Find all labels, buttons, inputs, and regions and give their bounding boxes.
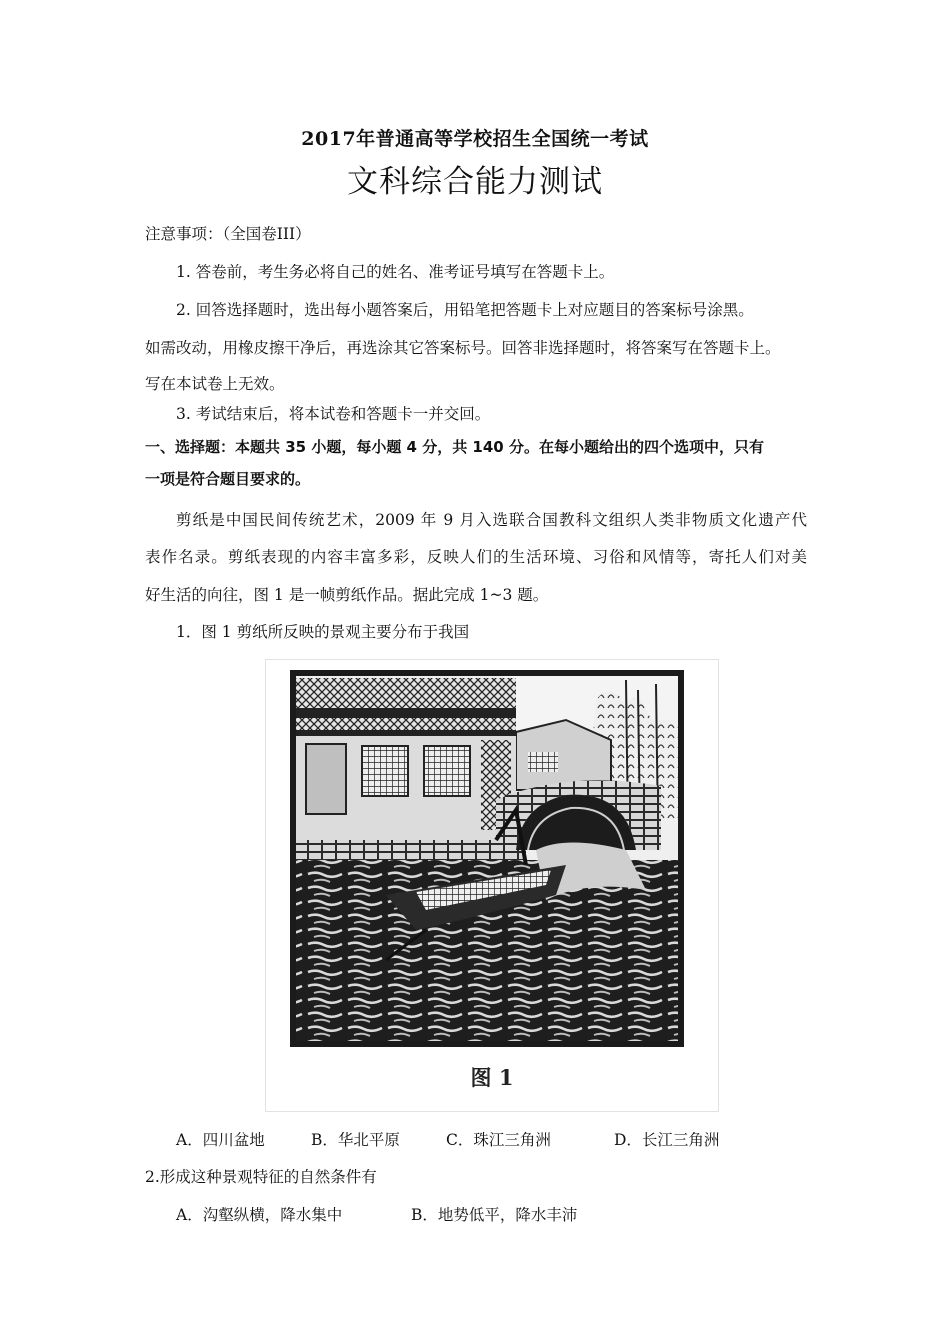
question-1-stem: 1．图 1 剪纸所反映的景观主要分布于我国 bbox=[176, 623, 470, 641]
section-heading-line-2: 一项是符合题目要求的。 bbox=[145, 470, 311, 488]
q2-option-b: B．地势低平，降水丰沛 bbox=[411, 1206, 578, 1224]
notice-item-1: 1. 答卷前，考生务必将自己的姓名、准考证号填写在答题卡上。 bbox=[176, 263, 615, 281]
notice-item-2-line-2: 如需改动，用橡皮擦干净后，再选涂其它答案标号。回答非选择题时，将答案写在答题卡上。 bbox=[145, 339, 781, 357]
intro-line-2: 表作名录。剪纸表现的内容丰富多彩，反映人们的生活环境、习俗和风情等，寄托人们对美 bbox=[145, 548, 807, 566]
notice-heading: 注意事项：（全国卷III） bbox=[145, 225, 311, 243]
q2-option-a: A．沟壑纵横，降水集中 bbox=[176, 1206, 343, 1224]
q1-option-d: D．长江三角洲 bbox=[614, 1131, 720, 1149]
notice-item-2-line-1: 2. 回答选择题时，选出每小题答案后，用铅笔把答题卡上对应题目的答案标号涂黑。 bbox=[176, 301, 754, 319]
q1-option-a: A．四川盆地 bbox=[176, 1131, 265, 1149]
notice-item-3: 3. 考试结束后，将本试卷和答题卡一并交回。 bbox=[176, 405, 491, 423]
papercut-image bbox=[266, 660, 718, 1060]
notice-item-2-line-3: 写在本试卷上无效。 bbox=[145, 375, 285, 393]
q1-option-c: C．珠江三角洲 bbox=[446, 1131, 551, 1149]
papercut-figure bbox=[265, 659, 719, 1112]
intro-line-3: 好生活的向往，图 1 是一帧剪纸作品。据此完成 1~3 题。 bbox=[145, 586, 549, 604]
intro-line-1: 剪纸是中国民间传统艺术，2009 年 9 月入选联合国教科文组织人类非物质文化遗产代 bbox=[176, 511, 807, 529]
exam-title: 2017年普通高等学校招生全国统一考试 bbox=[301, 128, 649, 150]
section-heading-line-1: 一、选择题：本题共 35 小题，每小题 4 分，共 140 分。在每小题给出的四个选项中，只有 bbox=[145, 438, 764, 456]
q1-option-b: B．华北平原 bbox=[311, 1131, 400, 1149]
figure-caption: 图 1 bbox=[470, 1065, 514, 1090]
question-2-stem: 2.形成这种景观特征的自然条件有 bbox=[145, 1168, 377, 1186]
exam-subtitle: 文科综合能力测试 bbox=[347, 164, 603, 200]
